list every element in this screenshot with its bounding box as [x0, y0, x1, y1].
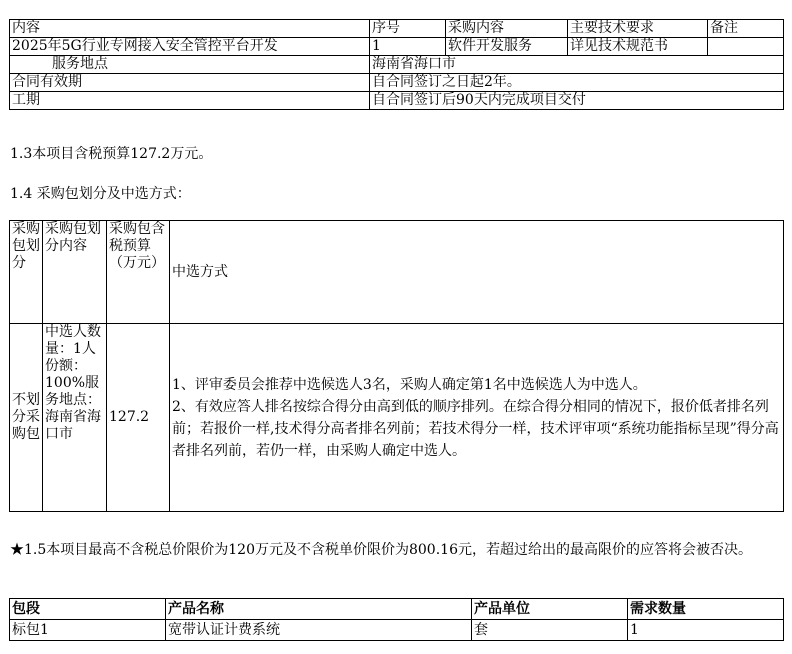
header-package-budget: 采购包含税预算（万元）	[107, 221, 170, 324]
cell-package-division: 不划分采购包	[10, 324, 43, 512]
table-row	[10, 92, 784, 110]
table-row	[10, 56, 784, 74]
duration-label: 工期	[10, 92, 370, 110]
contract-validity-value: 自合同签订之日起2年。	[370, 74, 784, 92]
method-line-1: 1、评审委员会推荐中选候选人3名，采购人确定第1名中选候选人为中选人。	[172, 376, 647, 393]
cell-package-budget: 127.2	[107, 324, 170, 512]
cell-purchase-content: 软件开发服务	[446, 38, 568, 56]
header-content: 内容	[10, 20, 370, 38]
table-row	[10, 599, 784, 620]
cell-product-name: 宽带认证计费系统	[166, 620, 472, 641]
table-row	[10, 221, 784, 324]
project-info-table	[9, 19, 784, 110]
header-product-name: 产品名称	[166, 599, 472, 620]
duration-value: 自合同签订后90天内完成项目交付	[370, 92, 784, 110]
contract-validity-label: 合同有效期	[10, 74, 370, 92]
price-limit-paragraph: ★1.5本项目最高不含税总价限价为120万元及不含税单价限价为800.16元，若超过给出的最高限价的应答将会被否决。	[10, 542, 752, 558]
cell-tech-req: 详见技术规范书	[568, 38, 708, 56]
cell-quantity: 1	[628, 620, 784, 641]
cell-seq: 1	[370, 38, 446, 56]
header-package-division: 采购包划分	[10, 221, 43, 324]
service-location-label: 服务地点	[10, 56, 370, 74]
header-tech-req: 主要技术要求	[568, 20, 708, 38]
budget-paragraph: 1.3本项目含税预算127.2万元。	[10, 146, 213, 162]
cell-remark	[708, 38, 784, 56]
method-line-2: 2、有效应答人排名按综合得分由高到低的顺序排列。在综合得分相同的情况下，报价低者排名列前；若报价一样,技术得分高者排名列前；若技术得分一样，技术评审项“系统功能指标呈现”得分高者排名列前，若仍一样，由采购人确定中选人。	[172, 398, 779, 459]
header-remark: 备注	[708, 20, 784, 38]
header-purchase-content: 采购内容	[446, 20, 568, 38]
table-row	[10, 620, 784, 641]
service-location-value: 海南省海口市	[370, 56, 784, 74]
cell-selection-method	[170, 324, 784, 512]
header-selection-method: 中选方式	[170, 221, 784, 324]
table-row	[10, 74, 784, 92]
product-table	[9, 598, 784, 641]
package-table	[9, 220, 784, 512]
header-product-unit: 产品单位	[472, 599, 628, 620]
header-package-content: 采购包划分内容	[43, 221, 107, 324]
header-quantity: 需求数量	[628, 599, 784, 620]
header-lot: 包段	[10, 599, 166, 620]
cell-lot: 标包1	[10, 620, 166, 641]
cell-project-name: 2025年5G行业专网接入安全管控平台开发	[10, 38, 370, 56]
package-section-heading: 1.4 采购包划分及中选方式：	[10, 186, 191, 202]
table-row	[10, 38, 784, 56]
table-row	[10, 324, 784, 512]
cell-product-unit: 套	[472, 620, 628, 641]
cell-package-content: 中选人数量：1人份额：100%服务地点：海南省海口市	[43, 324, 107, 512]
header-seq: 序号	[370, 20, 446, 38]
table-row	[10, 20, 784, 38]
